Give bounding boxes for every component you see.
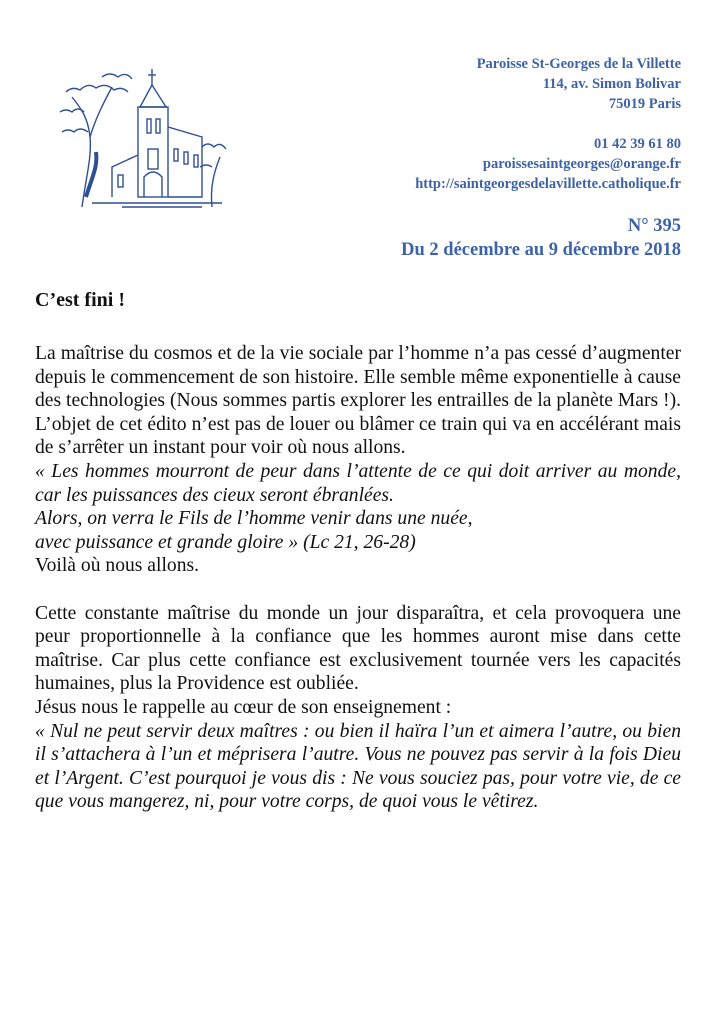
issue-number: N° 395 (627, 216, 681, 236)
parish-name: Paroisse St-Georges de la Villette (476, 56, 681, 72)
paragraph-2: Voilà où nous allons. (35, 555, 200, 577)
parish-address: 114, av. Simon Bolivar (542, 76, 681, 92)
issue-date-range: Du 2 décembre au 9 décembre 2018 (401, 240, 681, 260)
parish-phone: 01 42 39 61 80 (594, 136, 681, 152)
quote-1-line-2: Alors, on verra le Fils de l’homme venir dans une nuée, (35, 508, 473, 530)
parish-website[interactable]: http://saintgeorgesdelavillette.catholique.fr (415, 176, 681, 192)
quote-2: « Nul ne peut servir deux maîtres : ou bien il haïra l’un et aimera l’autre, ou bien il s’attachera à l’un et méprisera l’autre. Vous ne pouvez pas servir à la fois Dieu et l’Argent. C’est pourquoi je vous dis : Ne vous souciez pas, pour votre vie, de ce que vous mangerez, ni, pour votre corps, de quoi vous le vêtirez. (35, 720, 681, 813)
parish-city: 75019 Paris (608, 96, 681, 112)
parish-logo (52, 57, 234, 213)
parish-contact-block (415, 54, 681, 194)
parish-email[interactable]: paroissesaintgeorges@orange.fr (482, 156, 681, 172)
article-body (35, 342, 681, 814)
article-title: C’est fini ! (35, 289, 125, 311)
paragraph-3: Cette constante maîtrise du monde un jour disparaîtra, et cela provoquera une peur proportionnelle à la confiance que les hommes auront mise dans cette maîtrise. Car plus cette confiance est exclusivement tournée vers les capacités humaines, plus la Providence est oubliée. (35, 602, 681, 695)
paragraph-1: La maîtrise du cosmos et de la vie sociale par l’homme n’a pas cessé d’augmenter depuis le commencement de son histoire. Elle semble même exponentielle à cause des technologies (Nous sommes partis explorer les entrailles de la planète Mars !). L’objet de cet édito n’est pas de louer ou blâmer ce train qui va en accélérant mais de s’arrêter un instant pour voir où nous allons. (35, 343, 681, 459)
issue-block (401, 214, 681, 262)
quote-1-line-3: avec puissance et grande gloire » (Lc 21, 26-28) (35, 531, 416, 553)
paragraph-4: Jésus nous le rappelle au cœur de son enseignement : (35, 696, 452, 718)
church-drawing-icon (52, 57, 234, 213)
quote-1-line-1: « Les hommes mourront de peur dans l’attente de ce qui doit arriver au monde, car les puissances des cieux seront ébranlées. (35, 460, 681, 506)
